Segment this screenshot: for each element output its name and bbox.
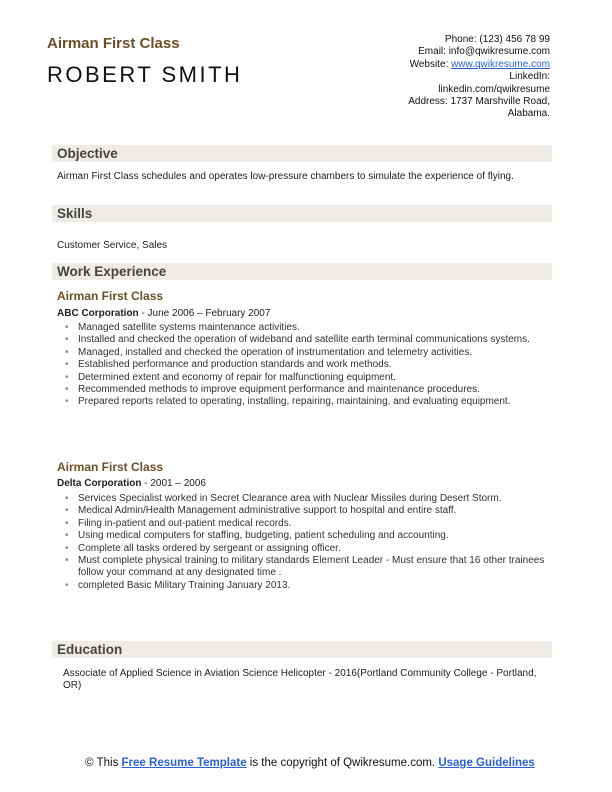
job-2-dates: - 2001 – 2006	[141, 478, 206, 489]
work-section-bar	[52, 263, 552, 280]
job-2-bullet: • Must complete physical training to military standards Element Leader - Must ensure that 16 other trainees follow your command at any designated time .	[63, 555, 553, 580]
objective-section-bar	[52, 145, 552, 162]
contact-phone: Phone: (123) 456 78 99	[444, 34, 550, 45]
work-heading: Work Experience	[57, 264, 167, 279]
job-2-bullet: • completed Basic Military Training January 2013.	[63, 580, 553, 592]
contact-block	[350, 34, 550, 121]
job-1-bullet: • Managed, installed and checked the operation of instrumentation and telemetry activities.	[63, 347, 553, 359]
job-2-bullet: • Using medical computers for staffing, budgeting, patient scheduling and accounting.	[63, 530, 553, 542]
job-2-title: Airman First Class	[57, 460, 164, 474]
footer-middle-text: is the copyright of Qwikresume.com.	[246, 757, 439, 769]
education-section-bar	[52, 641, 552, 658]
education-heading: Education	[57, 642, 123, 657]
contact-email: Email: info@qwikresume.com	[418, 46, 550, 58]
usage-guidelines-link[interactable]: Usage Guidelines	[438, 757, 535, 769]
skills-section-bar	[52, 205, 552, 222]
job-1-bullet: • Installed and checked the operation of wideband and satellite earth terminal communications systems.	[63, 334, 553, 346]
job-1-bullet: • Recommended methods to improve equipment performance and maintenance procedures.	[63, 384, 553, 396]
objective-text: Airman First Class schedules and operates low-pressure chambers to simulate the experience of flying.	[57, 171, 514, 182]
contact-linkedin-label: LinkedIn:	[509, 71, 550, 83]
job-2-bullet: • Complete all tasks ordered by sergeant or assigning officer.	[63, 543, 553, 555]
job-1-bullet-list	[63, 322, 553, 409]
header-job-title: Airman First Class	[47, 35, 180, 52]
job-1-title: Airman First Class	[57, 289, 164, 303]
contact-address-line2: Alabama.	[507, 108, 550, 120]
job-2-bullet: • Medical Admin/Health Management administrative support to hospital and entire staff.	[63, 505, 553, 517]
job-1-bullet: • Managed satellite systems maintenance activities.	[63, 322, 553, 334]
education-text: Associate of Applied Science in Aviation Science Helicopter - 2016(Portland Community College - Portland, OR)	[63, 668, 537, 691]
job-2-bullet: • Filing in-patient and out-patient medical records.	[63, 518, 553, 530]
job-1-employer	[57, 308, 270, 319]
contact-website	[350, 59, 550, 71]
contact-address-line1: Address: 1737 Marshville Road,	[408, 96, 550, 108]
website-link[interactable]: www.qwikresume.com	[451, 58, 550, 70]
job-2-employer	[57, 478, 206, 489]
free-resume-template-link[interactable]: Free Resume Template	[121, 757, 247, 769]
contact-website-label: Website:	[409, 58, 452, 70]
skills-text: Customer Service, Sales	[57, 240, 168, 251]
contact-linkedin-value: linkedin.com/qwikresume	[438, 83, 550, 95]
objective-heading: Objective	[57, 146, 118, 161]
footer	[80, 756, 540, 770]
footer-copyright: © This	[85, 757, 122, 769]
job-1-bullet: • Determined extent and economy of repair for malfunctioning equipment.	[63, 372, 553, 384]
job-1-bullet: • Established performance and production standards and work methods.	[63, 359, 553, 371]
job-2-bullet-list	[63, 493, 553, 592]
job-2-company: Delta Corporation	[57, 478, 142, 489]
job-2-bullet: • Services Specialist worked in Secret Clearance area with Nuclear Missiles during Desert Storm.	[63, 493, 553, 505]
job-1-bullet: • Prepared reports related to operating, installing, repairing, maintaining, and evaluating equipment.	[63, 396, 553, 408]
skills-heading: Skills	[57, 206, 93, 221]
job-1-dates: - June 2006 – February 2007	[138, 308, 271, 319]
candidate-name: ROBERT SMITH	[47, 62, 243, 87]
job-1-company: ABC Corporation	[57, 308, 139, 319]
